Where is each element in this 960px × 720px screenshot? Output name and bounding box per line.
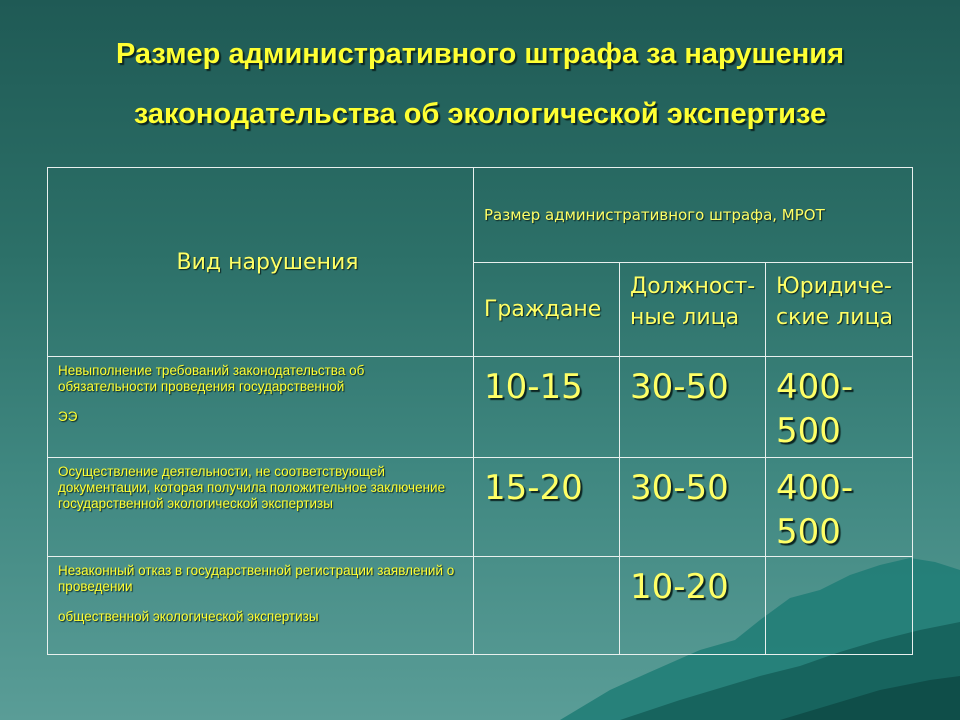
table-row	[48, 557, 913, 655]
fine-citizens: 15-20	[474, 458, 620, 557]
fine-officials: 10-20	[620, 557, 766, 655]
header-legal-entities: Юридиче-ские лица	[766, 263, 913, 357]
header-officials: Должност-ные лица	[620, 263, 766, 357]
violation-description: Невыполнение требований законодательства об обязательности проведения государственной ЭЭ	[48, 357, 474, 458]
header-violation-type: Вид нарушения	[48, 168, 474, 357]
header-fine-size: Размер административного штрафа, МРОТ	[474, 168, 913, 263]
fine-citizens: 10-15	[474, 357, 620, 458]
slide-title-line-2: законодательства об экологической экспертизе	[133, 98, 827, 130]
fine-citizens	[474, 557, 620, 655]
violation-description: Осуществление деятельности, не соответствующей документации, которая получила положительное заключение государственной экологической экспертизы	[48, 458, 474, 557]
fines-table	[47, 167, 913, 655]
header-citizens: Граждане	[474, 263, 620, 357]
violation-description: Незаконный отказ в государственной регистрации заявлений о проведении общественной экологической экспертизы	[48, 557, 474, 655]
fine-legal-entities	[766, 557, 913, 655]
table-row	[48, 357, 913, 458]
fine-officials: 30-50	[620, 357, 766, 458]
table-row	[48, 458, 913, 557]
fine-legal-entities: 400-500	[766, 357, 913, 458]
fine-officials: 30-50	[620, 458, 766, 557]
fine-legal-entities: 400-500	[766, 458, 913, 557]
slide-title-line-1: Размер административного штрафа за нарушения	[115, 38, 845, 70]
